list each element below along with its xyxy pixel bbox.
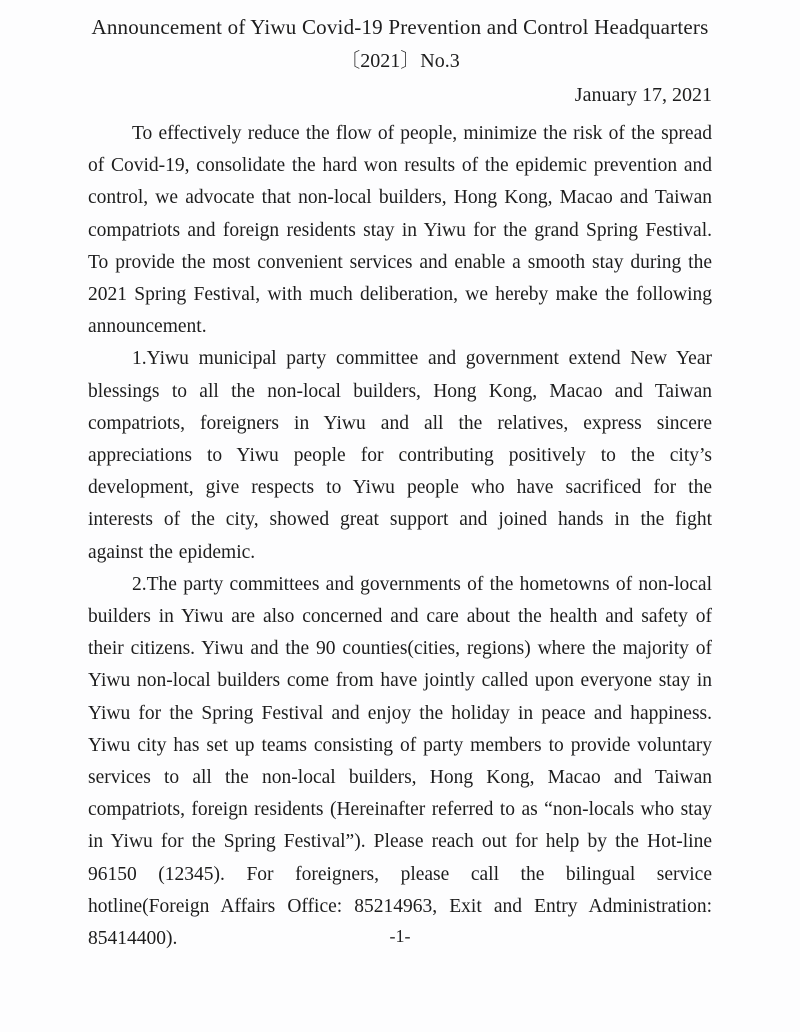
paragraph-item-2: 2.The party committees and governments of the hometowns of non-local builders in Yiwu are also concerned and care about the health and safety of their citizens. Yiwu and the 90 counties(cities, regions) where the majority of Yiwu non-local builders come from have jointly called upon everyone stay in Yiwu for the Spring Festival and enjoy the holiday in peace and happiness. Yiwu city has set up teams consisting of party members to provide voluntary services to all the non-local builders, Hong Kong, Macao and Taiwan compatriots, foreign residents (Hereinafter referred to as “non-locals who stay in Yiwu for the Spring Festival”). Please reach out for help by the Hot-line 96150 (12345). For foreigners, please call the bilingual service hotline(Foreign Affairs Office: 85214963, Exit and Entry Administration: 85414400). — [88, 573, 712, 950]
page-number: -1- — [389, 926, 411, 946]
document-number: 〔2021〕No.3 — [340, 50, 460, 72]
paragraph-item-1: 1.Yiwu municipal party committee and government extend New Year blessings to all the non-local builders, Hong Kong, Macao and Taiwan compatriots, foreigners in Yiwu and all the relatives, express sincere appreciations to Yiwu people for contributing positively to the city’s development, give respects to Yiwu people who have sacrificed for the interests of the city, showed great support and joined hands in the fight against the epidemic. — [88, 348, 712, 563]
document-date: January 17, 2021 — [574, 84, 712, 106]
document-title: Announcement of Yiwu Covid-19 Prevention and Control Headquarters — [91, 15, 709, 39]
paragraph-intro: To effectively reduce the flow of people, minimize the risk of the spread of Covid-19, consolidate the hard won results of the epidemic prevention and control, we advocate that non-local builders, Hong Kong, Macao and Taiwan compatriots and foreign residents stay in Yiwu for the grand Spring Festival. To provide the most convenient services and enable a smooth stay during the 2021 Spring Festival, with much deliberation, we hereby make the following announcement. — [88, 123, 712, 338]
document-body — [88, 118, 712, 955]
